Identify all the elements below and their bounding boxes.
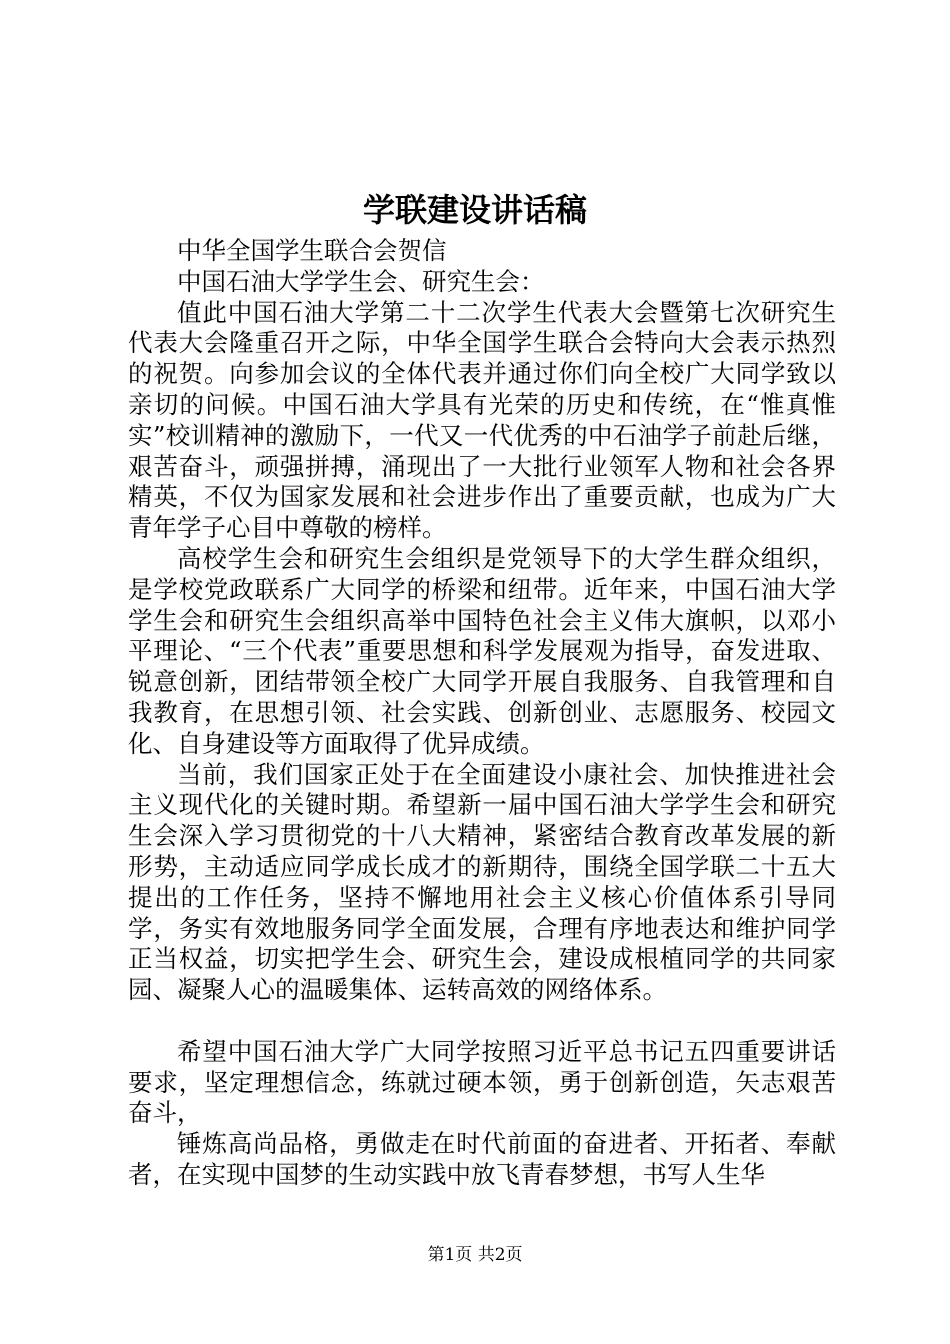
paragraph-character: 锤炼高尚品格，勇做走在时代前面的奋进者、开拓者、奉献者，在实现中国梦的生动实践中放飞青春梦想，书写人生华 xyxy=(128,1129,836,1189)
document-title: 学联建设讲话稿 xyxy=(362,191,587,229)
paragraph-student-union: 高校学生会和研究生会组织是党领导下的大学生群众组织，是学校党政联系广大同学的桥梁和纽带。近年来，中国石油大学学生会和研究生会组织高举中国特色社会主义伟大旗帜，以邓小平理论、“三个代表”重要思想和科学发展观为指导，奋发进取、锐意创新，团结带领全校广大同学开展自我服务、自我管理和自我教育，在思想引领、社会实践、创新创业、志愿服务、校园文化、自身建设等方面取得了优异成绩。 xyxy=(128,543,836,758)
page-footer: 第1页 共2页 xyxy=(427,1245,523,1265)
paragraph-current-period: 当前，我们国家正处于在全面建设小康社会、加快推进社会主义现代化的关键时期。希望新一届中国石油大学学生会和研究生会深入学习贯彻党的十八大精神，紧密结合教育改革发展的新形势，主动适应同学成长成才的新期待，围绕全国学联二十五大提出的工作任务，坚持不懈地用社会主义核心价值体系引导同学，务实有效地服务同学全面发展，合理有序地表达和维护同学正当权益，切实把学生会、研究生会，建设成根植同学的共同家园、凝聚人心的温暖集体、运转高效的网络体系。 xyxy=(128,759,836,1005)
document-body xyxy=(128,236,836,1191)
paragraph-congratulations: 值此中国石油大学第二十二次学生代表大会暨第七次研究生代表大会隆重召开之际，中华全国学生联合会特向大会表示热烈的祝贺。向参加会议的全体代表并通过你们向全校广大同学致以亲切的问候。中国石油大学具有光荣的历史和传统，在“惟真惟实”校训精神的激励下，一代又一代优秀的中石油学子前赴后继，艰苦奋斗，顽强拼搏，涌现出了一大批行业领军人物和社会各界精英，不仅为国家发展和社会进步作出了重要贡献，也成为广大青年学子心目中尊敬的榜样。 xyxy=(128,297,836,543)
letter-salutation: 中国石油大学学生会、研究生会： xyxy=(177,266,545,296)
paragraph-hope: 希望中国石油大学广大同学按照习近平总书记五四重要讲话要求，坚定理想信念，练就过硬本领，勇于创新创造，矢志艰苦奋斗， xyxy=(128,1036,836,1128)
letter-heading: 中华全国学生联合会贺信 xyxy=(177,236,447,265)
